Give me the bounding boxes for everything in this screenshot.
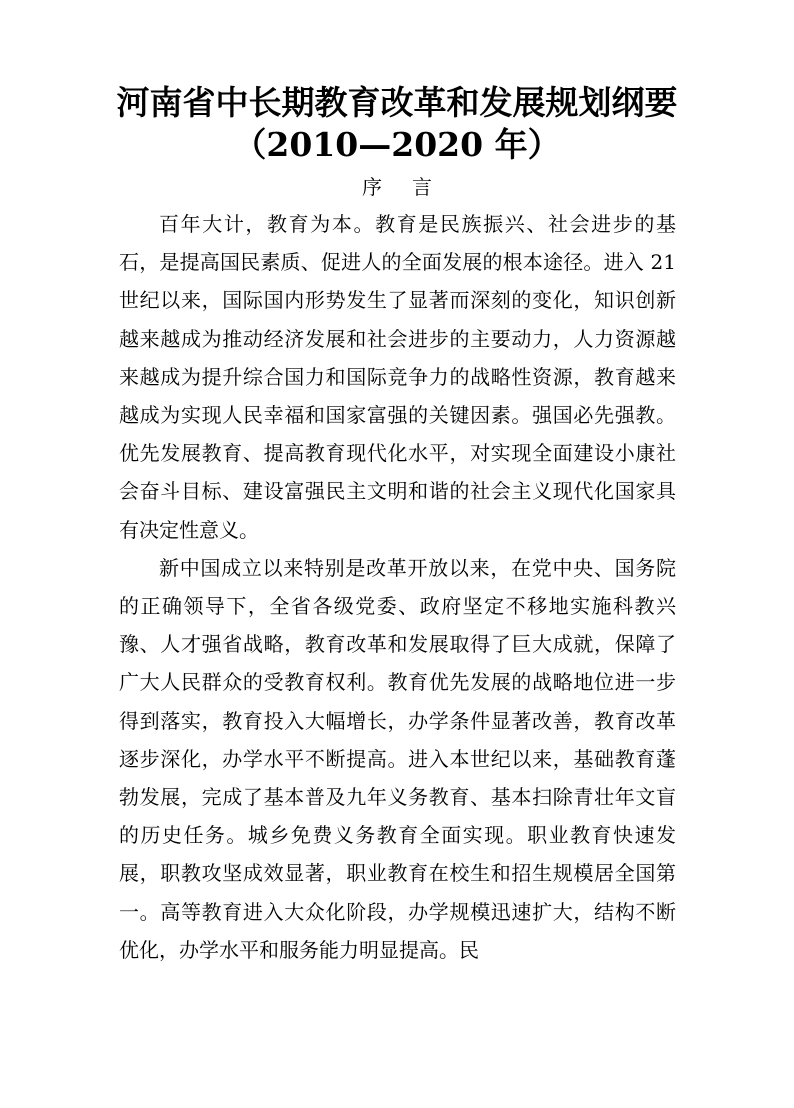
paragraph: 百年大计，教育为本。教育是民族振兴、社会进步的基石，是提高国民素质、促进人的全面发展的根本途径。进入 21 世纪以来，国际国内形势发生了显著而深刻的变化，知识创新越来越成为推动经济发展和社会进步的主要动力，人力资源越来越成为提升综合国力和国际竞争力的战略性资源，教育越来越成为实现人民幸福和国家富强的关键因素。强国必先强教。优先发展教育、提高教育现代化水平，对实现全面建设小康社会奋斗目标、建设富强民主文明和谐的社会主义现代化国家具有决定性意义。 (119, 212, 676, 542)
paragraph: 新中国成立以来特别是改革开放以来，在党中央、国务院的正确领导下，全省各级党委、政府坚定不移地实施科教兴豫、人才强省战略，教育改革和发展取得了巨大成就，保障了广大人民群众的受教育权利。教育优先发展的战略地位进一步得到落实，教育投入大幅增长，办学条件显著改善，教育改革逐步深化，办学水平不断提高。进入本世纪以来，基础教育蓬勃发展，完成了基本普及九年义务教育、基本扫除青壮年文盲的历史任务。城乡免费义务教育全面实现。职业教育快速发展，职教攻坚成效显著，职业教育在校生和招生规模居全国第一。高等教育进入大众化阶段，办学规模迅速扩大，结构不断优化，办学水平和服务能力明显提高。民 (119, 555, 676, 962)
document-title: 河南省中长期教育改革和发展规划纲要 (116, 83, 678, 122)
section-heading: 序言 (362, 175, 462, 199)
document-body (119, 205, 676, 969)
document-subtitle-years: （2010—2020 年） (233, 125, 561, 164)
